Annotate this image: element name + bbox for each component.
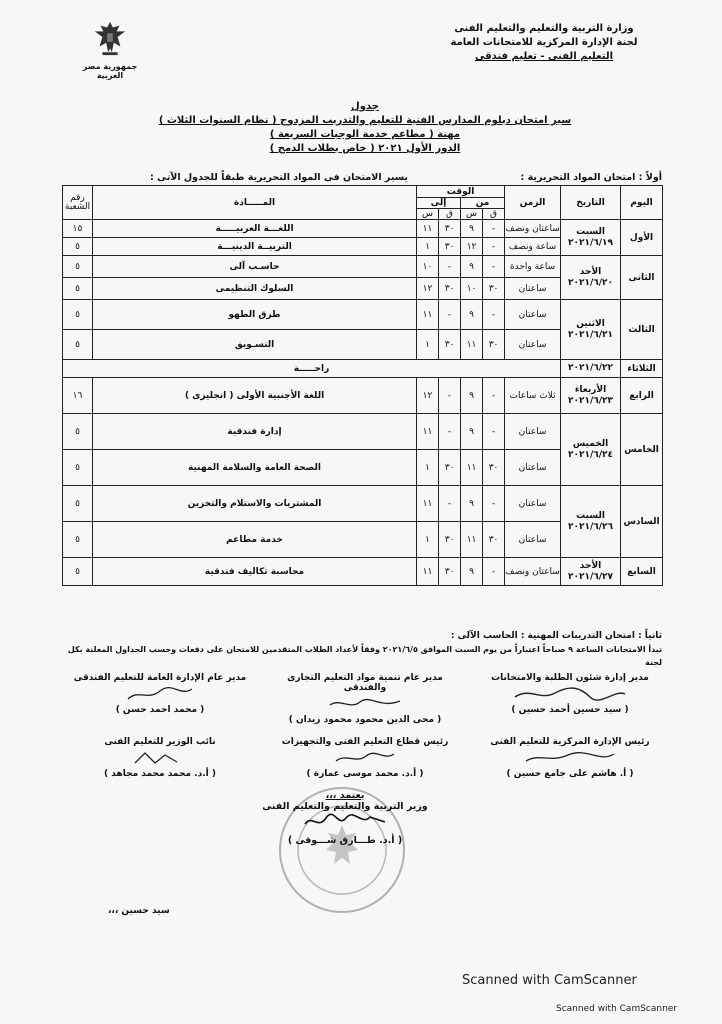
duration-cell: ساعتان bbox=[505, 450, 561, 486]
section2-label: ثانياً : امتحان التدريبات المهنية : الحاسب الآلى : bbox=[450, 631, 662, 641]
from-s-cell: ١٠ bbox=[461, 278, 483, 300]
grade-cell: ٥ bbox=[63, 300, 93, 330]
date-cell: الأحد ٢٠٢١/٦/٢٧ bbox=[561, 558, 621, 586]
exam-schedule-table bbox=[62, 185, 663, 586]
from-s-cell: ٩ bbox=[461, 558, 483, 586]
day-cell: السابع bbox=[621, 558, 663, 586]
signature-name: ( محمد احمد حسن ) bbox=[115, 705, 205, 715]
to-q-cell: - bbox=[439, 256, 461, 278]
subject-cell: التربيــة الدينيـــة bbox=[93, 238, 417, 256]
emblem-block bbox=[70, 18, 150, 80]
table-row bbox=[63, 486, 663, 522]
duration-cell: ساعتان bbox=[505, 330, 561, 360]
from-s-cell: ٩ bbox=[461, 300, 483, 330]
duration-cell: ثلاث ساعات bbox=[505, 378, 561, 414]
to-s-cell: ١١ bbox=[417, 414, 439, 450]
to-q-cell: ٣٠ bbox=[439, 238, 461, 256]
from-s-cell: ١١ bbox=[461, 330, 483, 360]
table-row bbox=[63, 300, 663, 330]
signature-scribble-icon bbox=[120, 685, 200, 703]
grade-cell: ٥ bbox=[63, 330, 93, 360]
from-s-cell: ٩ bbox=[461, 220, 483, 238]
to-s-cell: ١١ bbox=[417, 300, 439, 330]
ministry-line-3: التعليم الفنى - تعليم فندقى bbox=[474, 51, 614, 62]
from-s-cell: ١١ bbox=[461, 522, 483, 558]
signature-title: مدير عام الإدارة العامة للتعليم الفندقى bbox=[73, 673, 247, 683]
grade-cell: ٥ bbox=[63, 450, 93, 486]
author-line: سيد حسين ،،، bbox=[108, 906, 170, 916]
signature-block bbox=[60, 737, 260, 779]
header-time: الوقت bbox=[417, 186, 505, 198]
header-to-q: ق bbox=[439, 209, 461, 220]
header-day: اليوم bbox=[621, 186, 663, 220]
grade-cell: ٥ bbox=[63, 486, 93, 522]
minister-approval bbox=[230, 790, 460, 846]
from-q-cell: - bbox=[483, 558, 505, 586]
subject-cell: اللغة الأجنبية الأولى ( انجليزى ) bbox=[93, 378, 417, 414]
to-q-cell: - bbox=[439, 378, 461, 414]
subject-cell: اللغـــة العربيـــــة bbox=[93, 220, 417, 238]
ministry-line-1: وزارة التربية والتعليم والتعليم الفنى bbox=[454, 23, 634, 34]
signature-scribble-icon bbox=[520, 749, 620, 767]
grade-cell: ١٥ bbox=[63, 220, 93, 238]
header-duration: الزمن bbox=[505, 186, 561, 220]
approve-label: يعتمد ،،، bbox=[325, 790, 365, 801]
from-q-cell: - bbox=[483, 486, 505, 522]
to-q-cell: ٣٠ bbox=[439, 450, 461, 486]
date-cell: الاثنين ٢٠٢١/٦/٢١ bbox=[561, 300, 621, 360]
to-q-cell: - bbox=[439, 300, 461, 330]
subject-cell: خدمة مطاعم bbox=[93, 522, 417, 558]
subject-cell: طرق الطهو bbox=[93, 300, 417, 330]
table-row bbox=[63, 220, 663, 238]
to-q-cell: ٣٠ bbox=[439, 522, 461, 558]
duration-cell: ساعتان ونصف bbox=[505, 558, 561, 586]
signature-title: مدير إدارة شئون الطلبة والامتحانات bbox=[491, 673, 649, 683]
signature-name: ( أ.د. محمد موسى عمارة ) bbox=[306, 769, 424, 779]
date-cell: ٢٠٢١/٦/٢٢ bbox=[561, 360, 621, 378]
to-q-cell: ٣٠ bbox=[439, 220, 461, 238]
duration-cell: ساعتان bbox=[505, 300, 561, 330]
day-cell: الخامس bbox=[621, 414, 663, 486]
grade-cell: ٥ bbox=[63, 256, 93, 278]
from-q-cell: - bbox=[483, 220, 505, 238]
section1-note: يسير الامتحان فى المواد التحريرية طبقاً للجدول الآتى : bbox=[150, 172, 408, 183]
day-cell: الثالث bbox=[621, 300, 663, 360]
document-titles bbox=[150, 100, 580, 156]
day-cell: الرابع bbox=[621, 378, 663, 414]
to-s-cell: ١ bbox=[417, 238, 439, 256]
header-date: التاريخ bbox=[561, 186, 621, 220]
signature-scribble-icon bbox=[300, 812, 390, 832]
to-s-cell: ١ bbox=[417, 330, 439, 360]
to-q-cell: ٣٠ bbox=[439, 558, 461, 586]
signature-scribble-icon bbox=[125, 749, 195, 767]
subject-cell: الصحة العامة والسلامة المهنية bbox=[93, 450, 417, 486]
signature-name: ( أ. هاشم على جامع حسين ) bbox=[506, 769, 634, 779]
header-to-s: س bbox=[417, 209, 439, 220]
signature-scribble-icon bbox=[510, 685, 630, 703]
signature-block bbox=[60, 673, 260, 715]
signature-block bbox=[265, 673, 465, 725]
section2 bbox=[62, 630, 662, 669]
duration-cell: ساعتان bbox=[505, 486, 561, 522]
from-q-cell: - bbox=[483, 378, 505, 414]
from-q-cell: - bbox=[483, 300, 505, 330]
eagle-emblem-icon bbox=[91, 18, 129, 58]
grade-cell: ٥ bbox=[63, 558, 93, 586]
header-grade: رقم الشعبة bbox=[63, 186, 93, 220]
day-cell: الثانى bbox=[621, 256, 663, 300]
from-q-cell: ٣٠ bbox=[483, 278, 505, 300]
signature-block bbox=[265, 737, 465, 779]
to-s-cell: ١٢ bbox=[417, 378, 439, 414]
title-round: الدور الأول ٢٠٢١ ( خاص بطلاب الدمج ) bbox=[269, 143, 461, 154]
date-cell: الأحد ٢٠٢١/٦/٢٠ bbox=[561, 256, 621, 300]
to-s-cell: ١٢ bbox=[417, 278, 439, 300]
to-q-cell: - bbox=[439, 486, 461, 522]
signature-name: ( سيد حسين أحمد حسين ) bbox=[511, 705, 629, 715]
header-from: من bbox=[461, 198, 505, 209]
duration-cell: ساعة ونصف bbox=[505, 238, 561, 256]
rest-label: راحـــــة bbox=[63, 360, 561, 378]
to-q-cell: ٣٠ bbox=[439, 330, 461, 360]
duration-cell: ساعة واحدة bbox=[505, 256, 561, 278]
table-row bbox=[63, 256, 663, 278]
from-q-cell: - bbox=[483, 414, 505, 450]
from-s-cell: ٩ bbox=[461, 486, 483, 522]
minister-title: وزير التربية والتعليم والتعليم الفنى bbox=[262, 801, 428, 812]
section2-note: تبدأ الامتحانات الساعة ٩ صباحاً اعتباراً من يوم السبت الموافق ٢٠٢١/٦/٥ وفقاً لأعداد الطلاب المتقدمين للامتحان على دفعات وحسب الجداول المعلنة بكل لجنة bbox=[67, 645, 662, 667]
date-cell: الأربعاء ٢٠٢١/٦/٢٣ bbox=[561, 378, 621, 414]
header-subject: المـــــادة bbox=[93, 186, 417, 220]
signature-name: ( محى الدين محمود محمود زيدان ) bbox=[288, 715, 442, 725]
duration-cell: ساعتان bbox=[505, 278, 561, 300]
day-cell: الأول bbox=[621, 220, 663, 256]
camscanner-caption: Scanned with CamScanner bbox=[556, 1004, 678, 1014]
to-q-cell: - bbox=[439, 414, 461, 450]
from-q-cell: ٣٠ bbox=[483, 450, 505, 486]
header-from-q: ق bbox=[483, 209, 505, 220]
grade-cell: ٥ bbox=[63, 278, 93, 300]
signature-title: رئيس قطاع التعليم الفنى والتجهيزات bbox=[281, 737, 449, 747]
table-row bbox=[63, 378, 663, 414]
duration-cell: ساعتان ونصف bbox=[505, 220, 561, 238]
subject-cell: محاسبة تكاليف فندقية bbox=[93, 558, 417, 586]
from-s-cell: ١١ bbox=[461, 450, 483, 486]
signature-block bbox=[470, 673, 670, 715]
to-s-cell: ١ bbox=[417, 450, 439, 486]
from-q-cell: - bbox=[483, 256, 505, 278]
republic-label: جمهورية مصر العربية bbox=[82, 62, 138, 80]
header-from-s: س bbox=[461, 209, 483, 220]
minister-name: ( أ.د. طـــارق شـــوقى ) bbox=[287, 835, 403, 846]
grade-cell: ٥ bbox=[63, 414, 93, 450]
to-s-cell: ١ bbox=[417, 522, 439, 558]
table-row bbox=[63, 414, 663, 450]
from-s-cell: ١٢ bbox=[461, 238, 483, 256]
from-q-cell: - bbox=[483, 238, 505, 256]
from-s-cell: ٩ bbox=[461, 378, 483, 414]
signature-title: نائب الوزير للتعليم الفنى bbox=[104, 737, 216, 747]
date-cell: الخميس ٢٠٢١/٦/٢٤ bbox=[561, 414, 621, 486]
subject-cell: حاسـب آلى bbox=[93, 256, 417, 278]
signature-block bbox=[470, 737, 670, 779]
to-s-cell: ١١ bbox=[417, 558, 439, 586]
subject-cell: السلوك التنظيمى bbox=[93, 278, 417, 300]
from-q-cell: ٣٠ bbox=[483, 522, 505, 558]
table-row bbox=[63, 558, 663, 586]
day-cell: السادس bbox=[621, 486, 663, 558]
subject-cell: إدارة فندقية bbox=[93, 414, 417, 450]
signature-title: رئيس الإدارة المركزية للتعليم الفنى bbox=[490, 737, 650, 747]
signature-name: ( أ.د. محمد محمد مجاهد ) bbox=[104, 769, 216, 779]
from-s-cell: ٩ bbox=[461, 414, 483, 450]
duration-cell: ساعتان bbox=[505, 414, 561, 450]
to-s-cell: ١١ bbox=[417, 486, 439, 522]
signature-scribble-icon bbox=[330, 749, 400, 767]
title-profession: مهنة ( مطاعم خدمة الوجبات السريعة ) bbox=[269, 129, 461, 140]
title-table: جدول bbox=[351, 101, 379, 112]
camscanner-watermark: Scanned with CamScanner bbox=[462, 973, 637, 988]
subject-cell: التسـويق bbox=[93, 330, 417, 360]
date-cell: السبت ٢٠٢١/٦/١٩ bbox=[561, 220, 621, 256]
ministry-header bbox=[444, 22, 644, 64]
grade-cell: ١٦ bbox=[63, 378, 93, 414]
from-q-cell: ٣٠ bbox=[483, 330, 505, 360]
to-s-cell: ١٠ bbox=[417, 256, 439, 278]
rest-row bbox=[63, 360, 663, 378]
signature-scribble-icon bbox=[325, 695, 405, 713]
header-to: إلى bbox=[417, 198, 461, 209]
title-exam: سير امتحان دبلوم المدارس الفنية للتعليم والتدريب المزدوج ( نظام السنوات الثلاث ) bbox=[158, 115, 572, 126]
grade-cell: ٥ bbox=[63, 238, 93, 256]
duration-cell: ساعتان bbox=[505, 522, 561, 558]
to-s-cell: ١١ bbox=[417, 220, 439, 238]
from-s-cell: ٩ bbox=[461, 256, 483, 278]
section1-label: أولاً : امتحان المواد التحريرية : bbox=[520, 172, 662, 183]
grade-cell: ٥ bbox=[63, 522, 93, 558]
subject-cell: المشتريات والاستلام والتخزين bbox=[93, 486, 417, 522]
ministry-line-2: لجنة الإدارة المركزية للامتحانات العامة bbox=[450, 37, 638, 48]
day-cell: الثلاثاء bbox=[621, 360, 663, 378]
signature-title: مدير عام تنمية مواد التعليم التجارى والفندقى bbox=[287, 673, 443, 693]
date-cell: السبت ٢٠٢١/٦/٢٦ bbox=[561, 486, 621, 558]
to-q-cell: ٣٠ bbox=[439, 278, 461, 300]
